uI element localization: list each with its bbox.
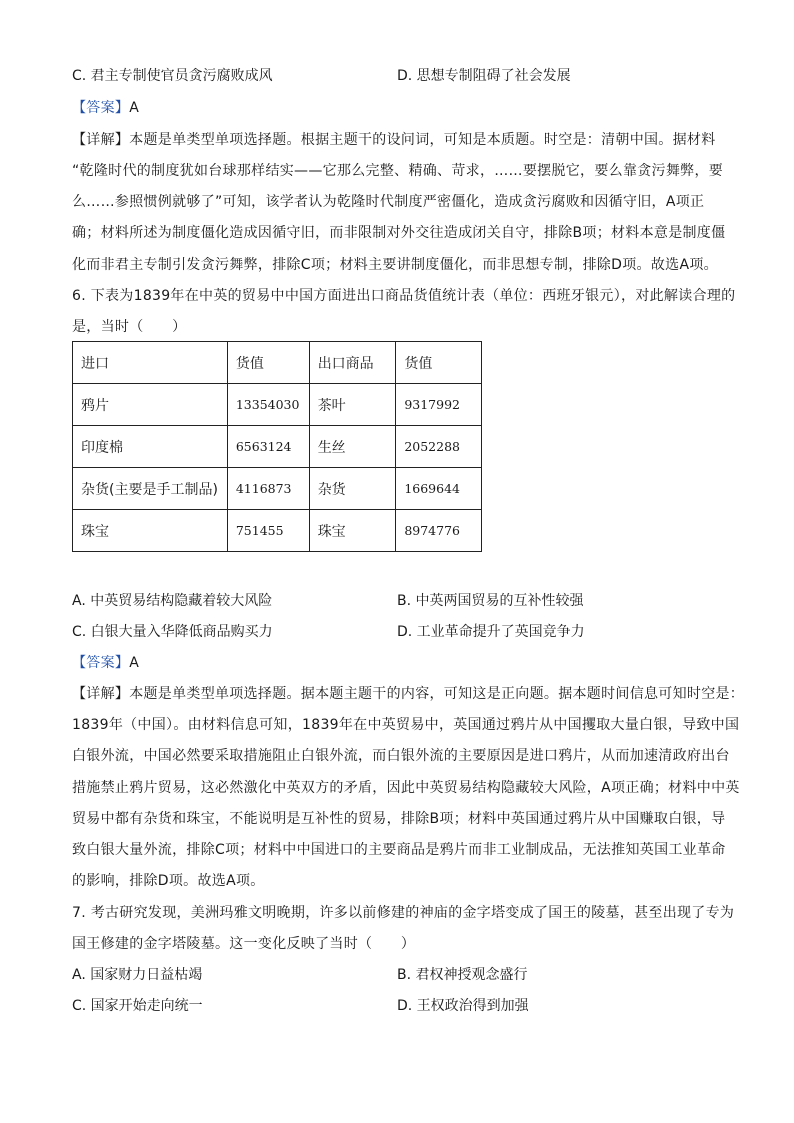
q7-option-a[interactable]: A. 国家财力日益枯竭 — [72, 967, 203, 983]
q6-detail-line: 贸易中都有杂货和珠宝，不能说明是互补性的贸易，排除B项；材料中英国通过鸦片从中国赚取白银，导 — [72, 811, 726, 827]
q6-option-a[interactable]: A. 中英贸易结构隐藏着较大风险 — [72, 593, 273, 609]
q6-answer — [72, 653, 139, 673]
q6-detail-line: 1839年（中国）。由材料信息可知，1839年在中英贸易中，英国通过鸦片从中国攫取大量白银，导致中国 — [72, 717, 740, 733]
table-cell: 1669644 — [396, 468, 482, 510]
q7-option-d[interactable]: D. 王权政治得到加强 — [397, 998, 529, 1014]
table-header: 货值 — [227, 342, 309, 384]
table-cell: 鸦片 — [73, 384, 228, 426]
table-cell: 751455 — [227, 510, 309, 552]
q5-detail-line: 化而非君主专制引发贪污舞弊，排除C项；材料主要讲制度僵化，而非思想专制，排除D项。故选A项。 — [72, 257, 718, 273]
q5-answer — [72, 98, 139, 118]
table-cell: 杂货(主要是手工制品) — [73, 468, 228, 510]
answer-label: 【答案】 — [72, 655, 130, 671]
trade-table — [72, 341, 482, 552]
answer-value: A — [129, 655, 140, 671]
q5-detail-line: 么……参照惯例就够了”可知，该学者认为乾隆时代制度严密僵化，造成贪污腐败和因循守旧，A项正 — [72, 194, 705, 210]
table-header: 进口 — [73, 342, 228, 384]
answer-label: 【答案】 — [72, 100, 130, 116]
q5-detail-line: “乾隆时代的制度犹如台球那样结实——它那么完整、精确、苛求，……要摆脱它，要么靠贪污舞弊，要 — [72, 163, 724, 179]
q6-option-c[interactable]: C. 白银大量入华降低商品购买力 — [72, 624, 273, 640]
q6-option-b[interactable]: B. 中英两国贸易的互补性较强 — [397, 593, 584, 609]
table-cell: 珠宝 — [309, 510, 396, 552]
q7-option-c[interactable]: C. 国家开始走向统一 — [72, 998, 203, 1014]
q6-detail-line: 白银外流，中国必然要采取措施阻止白银外流，而白银外流的主要原因是进口鸦片，从而加速清政府出台 — [72, 748, 730, 764]
q5-detail-line: 确；材料所述为制度僵化造成因循守旧，而非限制对外交往造成闭关自守，排除B项；材料本意是制度僵 — [72, 225, 726, 241]
table-cell: 6563124 — [227, 426, 309, 468]
q5-option-d[interactable]: D. 思想专制阻碍了社会发展 — [397, 68, 571, 84]
q6-detail-line: 措施禁止鸦片贸易，这必然激化中英双方的矛盾，因此中英贸易结构隐藏较大风险，A项正确；材料中中英 — [72, 780, 740, 796]
table-cell: 4116873 — [227, 468, 309, 510]
table-cell: 13354030 — [227, 384, 309, 426]
q6-option-d[interactable]: D. 工业革命提升了英国竞争力 — [397, 624, 585, 640]
table-cell: 杂货 — [309, 468, 396, 510]
q5-option-c[interactable]: C. 君主专制使官员贪污腐败成风 — [72, 68, 273, 84]
q6-stem: 6. 下表为1839年在中英的贸易中中国方面进出口商品货值统计表（单位：西班牙银元），对此解读合理的 — [72, 288, 736, 304]
q7-option-b[interactable]: B. 君权神授观念盛行 — [397, 967, 528, 983]
q6-detail-line: 致白银大量外流，排除C项；材料中中国进口的主要商品是鸦片而非工业制成品，无法推知英国工业革命 — [72, 842, 726, 858]
q7-stem: 国王修建的金字塔陵墓。这一变化反映了当时（ ） — [72, 936, 416, 952]
table-header-row — [73, 342, 482, 384]
table-header: 出口商品 — [309, 342, 396, 384]
table-cell: 生丝 — [309, 426, 396, 468]
answer-value: A — [129, 100, 140, 116]
table-header: 货值 — [396, 342, 482, 384]
table-cell: 茶叶 — [309, 384, 396, 426]
table-cell: 9317992 — [396, 384, 482, 426]
q6-stem: 是，当时（ ） — [72, 319, 187, 335]
q6-detail-line: 的影响，排除D项。故选A项。 — [72, 873, 265, 889]
table-cell: 2052288 — [396, 426, 482, 468]
table-row — [73, 384, 482, 426]
q7-stem: 7. 考古研究发现，美洲玛雅文明晚期，许多以前修建的神庙的金字塔变成了国王的陵墓，甚至出现了专为 — [72, 905, 735, 921]
table-row — [73, 426, 482, 468]
q6-detail-line: 【详解】本题是单类型单项选择题。据本题主题干的内容，可知这是正向题。据本题时间信息可知时空是： — [72, 686, 745, 702]
table-cell: 印度棉 — [73, 426, 228, 468]
table-row — [73, 468, 482, 510]
table-cell: 珠宝 — [73, 510, 228, 552]
table-row — [73, 510, 482, 552]
q5-detail-line: 【详解】本题是单类型单项选择题。根据主题干的设问词，可知是本质题。时空是：清朝中国。据材料 — [72, 132, 716, 148]
table-cell: 8974776 — [396, 510, 482, 552]
